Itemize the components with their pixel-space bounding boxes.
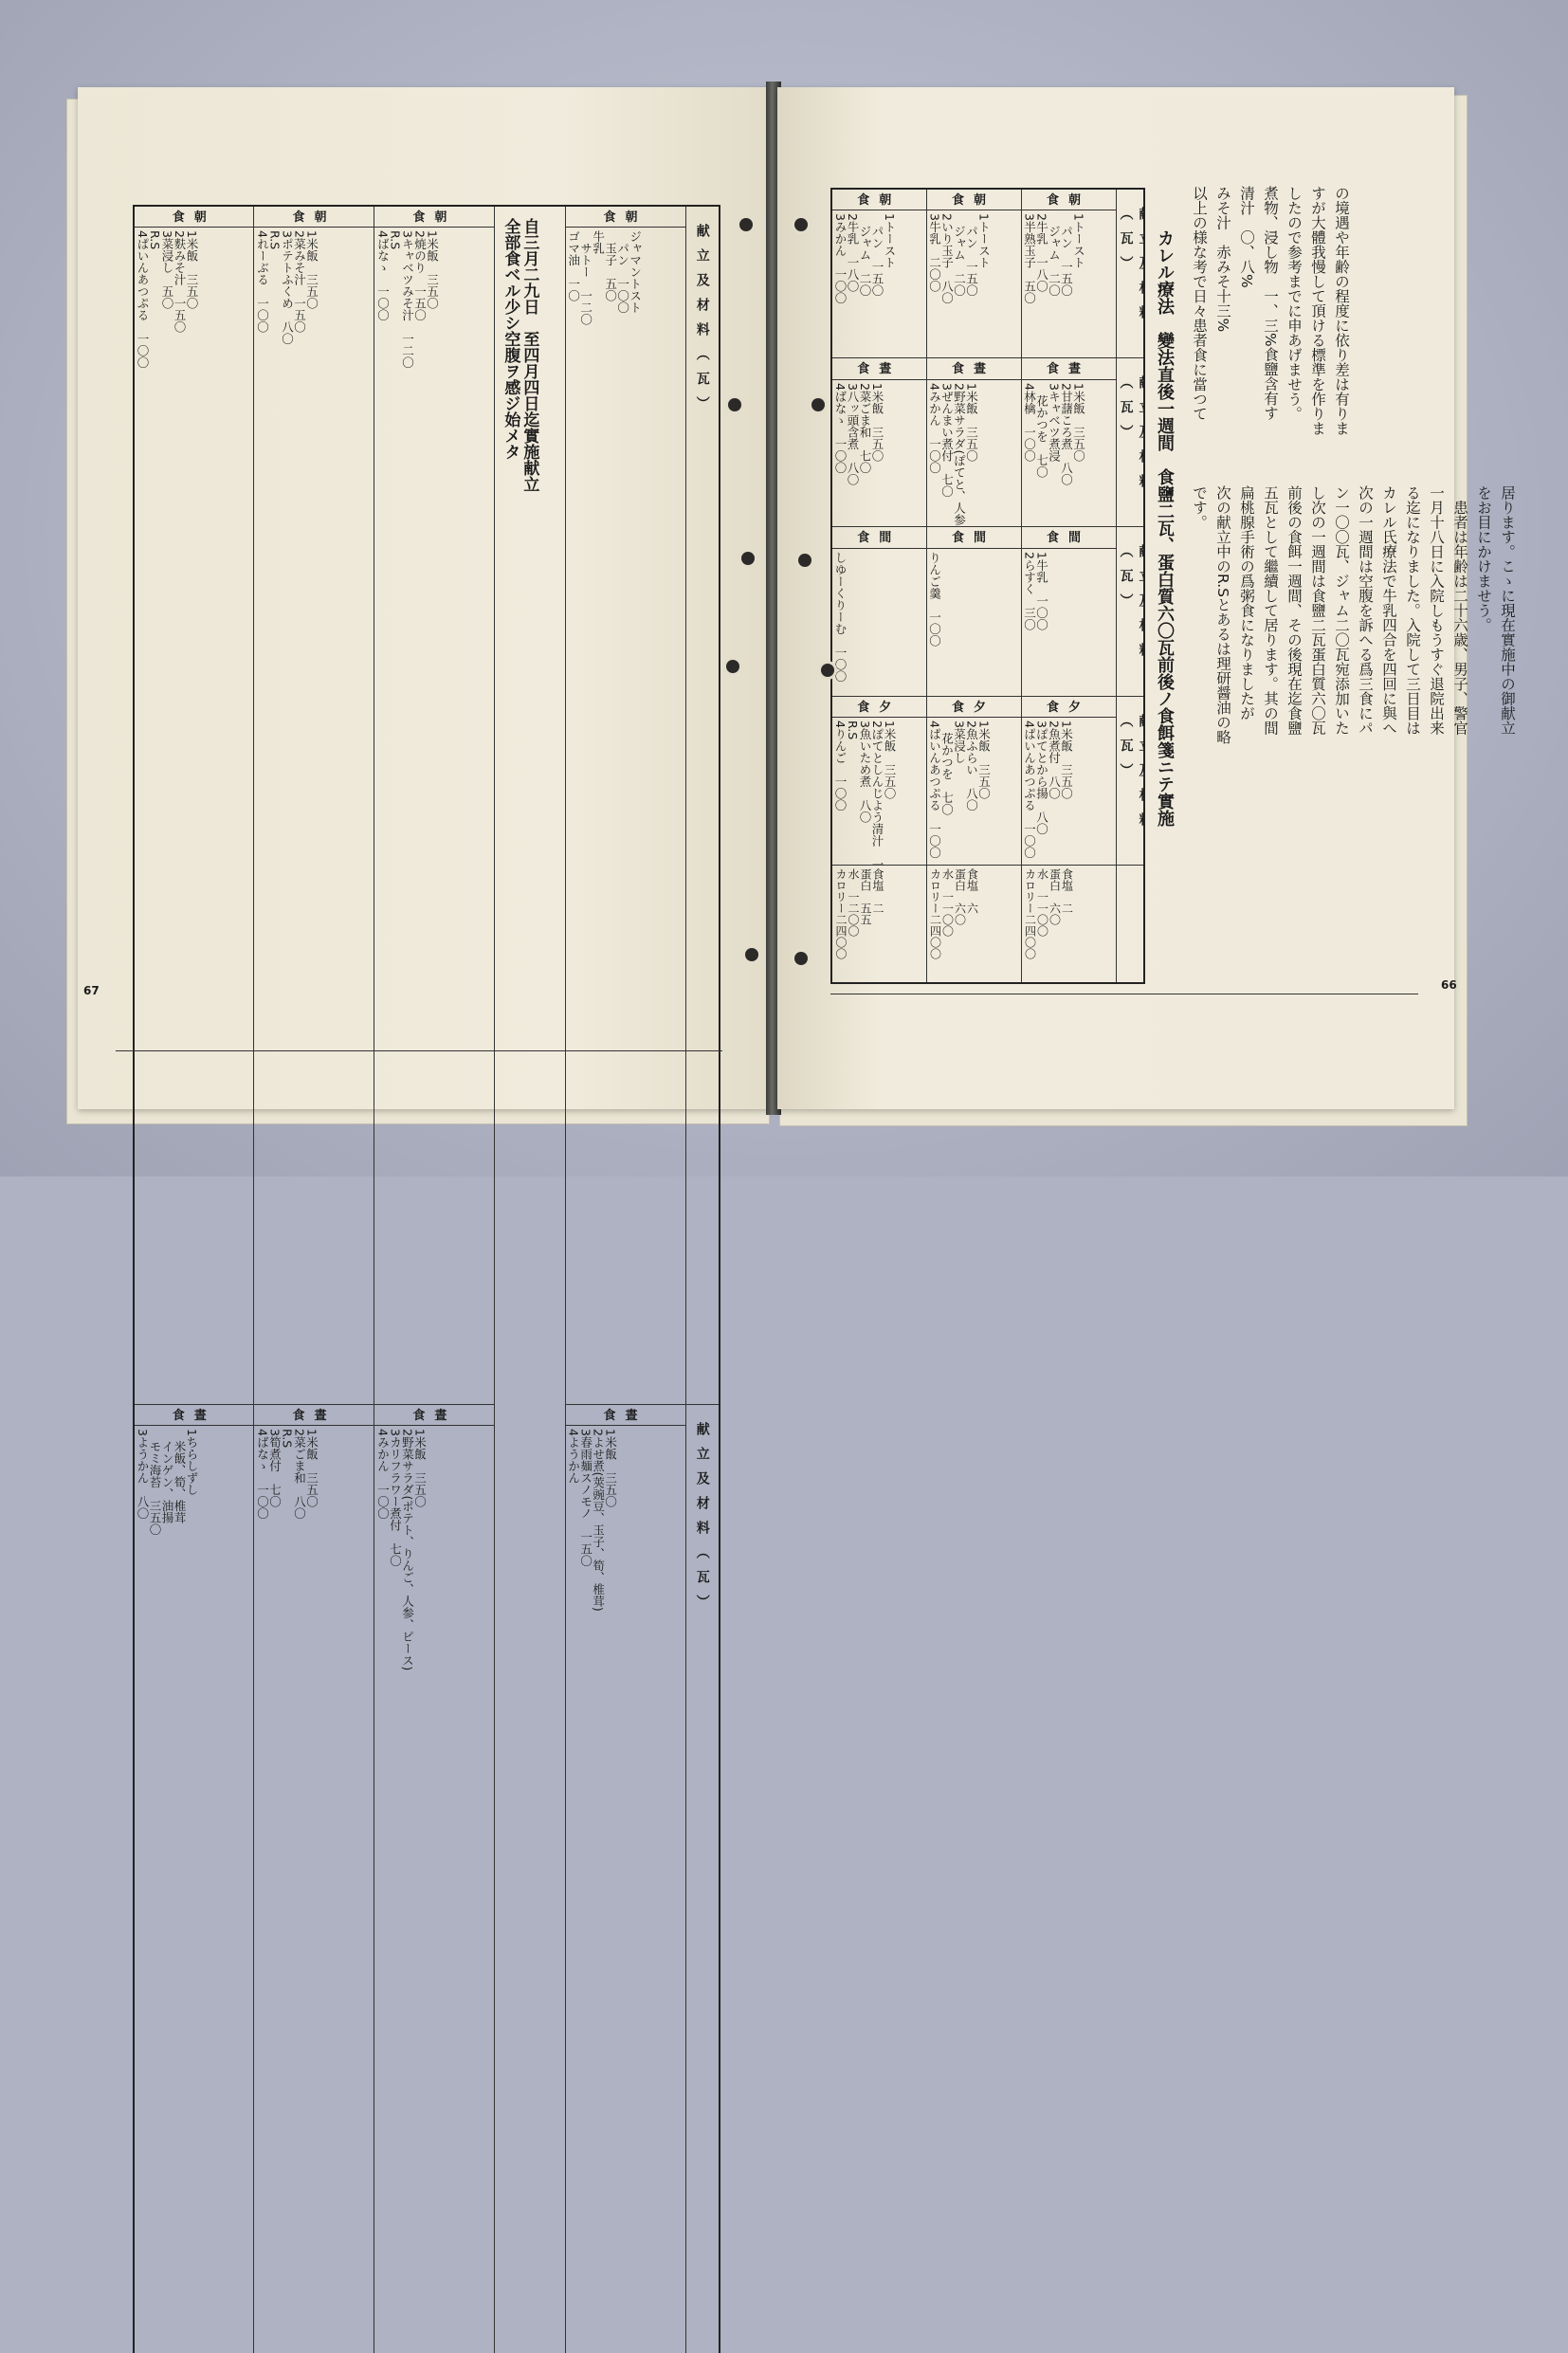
r-header-breakfast-day2: 食朝 xyxy=(926,189,1021,210)
left-day4-lunch xyxy=(134,1425,254,2353)
header-breakfast-day1: 食朝 xyxy=(565,206,685,227)
binding-hole xyxy=(811,398,825,411)
header-lunch-day1 xyxy=(565,1404,685,1425)
right-page-number: 66 xyxy=(1441,978,1457,992)
r-header-breakfast-day3: 食朝 xyxy=(831,189,926,210)
left-title-column: 自三月二九日 至四月四日迄實施献立 全部食ベル少シ空腹ヲ感ジ始メタ xyxy=(495,206,565,2353)
r-row-label-breakfast: （瓦） xyxy=(1116,189,1144,357)
header-breakfast-day2: 食朝 xyxy=(374,206,495,227)
right-day3-totals: 食塩 二 蛋白 五五 水 一二〇〇 カロリー二四〇〇 xyxy=(831,866,926,984)
left-day3-breakfast: 1米飯 三五〇 2菜みそ汁 一五〇 3ポテトふくめ 八〇 R.S 4れーぶる 一〇〇 xyxy=(254,227,374,1404)
left-bottom-rule xyxy=(116,1050,722,1051)
header-breakfast-day3: 食朝 xyxy=(254,206,374,227)
r-header-snack-day3: 食間 xyxy=(831,527,926,549)
r-row-label-dinner: （瓦） xyxy=(1116,696,1144,865)
left-menu-table xyxy=(133,205,720,2353)
right-page xyxy=(777,87,1454,1109)
header-lunch-day4 xyxy=(134,1404,254,1425)
binding-hole xyxy=(798,554,811,567)
r-header-lunch-day3: 食晝 xyxy=(831,357,926,379)
r-header-dinner-day2: 食夕 xyxy=(926,696,1021,718)
right-day2-breakfast: 1トースト パン 一五〇 ジャム 二〇 2いり玉子 八〇 3牛乳 二〇〇 xyxy=(926,210,1021,358)
binding-hole xyxy=(739,218,753,231)
r-row-label-totals xyxy=(1116,866,1144,984)
right-day1-lunch: 1米飯 三五〇 2甘藷ころ煮 八〇 3キャベツ煮浸 花かつを 七〇 4林檎 一〇〇 xyxy=(1021,379,1116,527)
left-page xyxy=(78,87,770,1109)
right-day1-totals: 食塩 二 蛋白 六〇 水 一一〇〇 カロリー二四〇〇 xyxy=(1021,866,1116,984)
left-day2-lunch xyxy=(374,1425,495,2353)
right-day2-snack: りんご羹 一〇〇 xyxy=(926,549,1021,697)
left-day1-breakfast: ジャマントスト パン 一〇〇 玉子 五〇 牛乳 サトー 一二〇 ゴマ油 一〇 xyxy=(565,227,685,1404)
binding-hole xyxy=(821,664,834,677)
body-paragraph-lower: 居ります。こゝに現在實施中の御献立 をお目にかけませう。 患者は年齢は二十六歳、男子、警官 一月十八日に入院しもうすぐ退院出来 る迄になりました。入院して三日目は カレル氏療法で牛乳四合を四回に與へ 次の一週間は空腹を訴へる爲三食にパ ン一〇〇瓦、ジャム二〇瓦宛添加いた し次の一週間は食鹽二瓦蛋白質六〇瓦 前後の食餌一週間、その後現在迄食鹽 五瓦として繼續して居ります。其の間 扁桃腺手術の爲粥食になりましたが 次の献立中のR.Sとあるは理研醤油の略 です。 xyxy=(1187,485,1519,978)
left-day1-lunch xyxy=(565,1425,685,2353)
right-day2-lunch: 1米飯 三五〇 3ぜんまい煮付 七〇 4みかん 一〇〇 xyxy=(926,379,1021,527)
left-day2-breakfast: 1米飯 三五〇 2焼のり 一五〇 3キャベツみそ汁 一二〇 R.S 4ばなゝ 一〇〇 xyxy=(374,227,495,1404)
header-breakfast-day4: 食朝 xyxy=(134,206,254,227)
r-header-dinner-day3: 食夕 xyxy=(831,696,926,718)
r-header-snack-day2: 食間 xyxy=(926,527,1021,549)
r-header-lunch-day1: 食晝 xyxy=(1021,357,1116,379)
r-header-snack-day1: 食間 xyxy=(1021,527,1116,549)
right-day3-breakfast: 1トースト パン 一五〇 ジャム 二〇 2牛乳 一八〇 3みかん 一〇〇 xyxy=(831,210,926,358)
right-day2-totals: 食塩 六 蛋白 六〇 水 一一〇〇 カロリー二四〇〇 xyxy=(926,866,1021,984)
right-menu-table xyxy=(830,188,1145,984)
right-day3-lunch: 1米飯 三五〇 2菜ごま和 七〇 3八ッ頭含煮 八〇 4ばなゝ 一〇〇 xyxy=(831,379,926,527)
left-day3-lunch xyxy=(254,1425,374,2353)
binding-hole xyxy=(794,952,808,965)
left-page-number: 67 xyxy=(83,984,100,997)
right-day3-snack: しゆーくりーむ 一〇〇 xyxy=(831,549,926,697)
r-row-label-snack: （瓦） xyxy=(1116,527,1144,696)
binding-hole xyxy=(726,660,739,673)
header-lunch-day3 xyxy=(254,1404,374,1425)
row-label-lunch xyxy=(685,1404,720,2353)
row-label-breakfast: 献立及材料（瓦） xyxy=(685,206,720,1404)
section-heading: カレル療法 變法直後一週間 食鹽二瓦、蛋白質六〇瓦前後ノ食餌箋ニテ實施 xyxy=(1153,229,1176,988)
right-day2-dinner: 1米飯 三五〇 2魚ふらい 八〇 3菜浸し 花かつを 七〇 4ぱいんあつぷる 一〇〇 xyxy=(926,718,1021,866)
body-paragraph-upper: の境遇や年齢の程度に依り差は有りま すが大體我慢して頂ける標準を作りま したので参考までに申あげませう。 煮物、浸し物 一、三%食鹽含有す 清汁 〇、八% みそ汁 赤みそ十三% 以上の様な考で日々患者食に當つて xyxy=(1187,186,1353,423)
left-day4-breakfast: 1米飯 三五〇 2麩みそ汁 一五〇 3菜浸し 五〇 R.S 4ぱいんあつぷる 一〇〇 xyxy=(134,227,254,1404)
right-day3-dinner: 1米飯 三五〇 2ぽてとしんじよう清汁 3魚いため煮 八〇 R.S 4りんご 一〇〇 xyxy=(831,718,926,866)
r-row-label-lunch: （瓦） xyxy=(1116,357,1144,526)
r-header-dinner-day1: 食夕 xyxy=(1021,696,1116,718)
binding-hole xyxy=(794,218,808,231)
binding-hole xyxy=(728,398,741,411)
right-day1-breakfast: 1トースト パン 一五〇 ジャム 二〇 2牛乳 一八〇 3半熟玉子 五〇 xyxy=(1021,210,1116,358)
r-header-lunch-day2: 食晝 xyxy=(926,357,1021,379)
right-day1-snack: 1牛乳 一〇〇 2らすく 三〇 xyxy=(1021,549,1116,697)
right-day1-dinner: 1米飯 三五〇 2魚煮付 八〇 3ぽてとから揚 八〇 4ぱいんあつぷる 一〇〇 xyxy=(1021,718,1116,866)
r-header-breakfast-day1: 食朝 xyxy=(1021,189,1116,210)
binding-hole xyxy=(741,552,755,565)
header-lunch-day2 xyxy=(374,1404,495,1425)
binding-hole xyxy=(745,948,758,961)
